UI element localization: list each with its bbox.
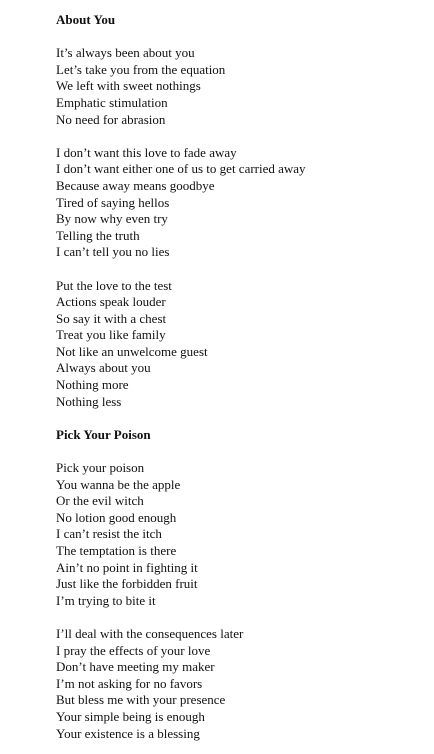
poem-line: Treat you like family xyxy=(56,327,166,343)
poem-title: Pick Your Poison xyxy=(56,426,151,442)
poem-line: Not like an unwelcome guest xyxy=(56,343,208,359)
poem-line: You wanna be the apple xyxy=(56,476,181,492)
stanza xyxy=(56,626,426,742)
poem-line: Because away means goodbye xyxy=(56,177,215,193)
poem-line: Nothing more xyxy=(56,377,129,393)
poem-line: Actions speak louder xyxy=(56,294,166,310)
poem-line: So say it with a chest xyxy=(56,310,167,326)
poem-line: By now why even try xyxy=(56,211,168,227)
stanza xyxy=(56,45,426,128)
poem-line: Your simple being is enough xyxy=(56,708,205,724)
poem-line: Pick your poison xyxy=(56,460,145,476)
poem-line: I don’t want either one of us to get carried away xyxy=(56,161,306,177)
poem-line: I’m trying to bite it xyxy=(56,592,156,608)
poem-line: We left with sweet nothings xyxy=(56,78,201,94)
poem-about-you xyxy=(56,12,426,427)
document-body xyxy=(56,12,426,742)
poem-line: No need for abrasion xyxy=(56,111,166,127)
poem-line: The temptation is there xyxy=(56,543,177,558)
poem-line: But bless me with your presence xyxy=(56,692,226,708)
poem-line: I can’t resist the itch xyxy=(56,526,162,542)
poem-line: Ain’t no point in fighting it xyxy=(56,559,198,575)
poem-line: I’m not asking for no favors xyxy=(56,675,203,691)
poem-line: Always about you xyxy=(56,360,151,376)
poem-line: I can’t tell you no lies xyxy=(56,244,170,260)
poem-line: Your existence is a blessing xyxy=(56,725,200,741)
poem-line: Just like the forbidden fruit xyxy=(56,576,198,592)
stanza xyxy=(56,145,426,261)
poem-line: Or the evil witch xyxy=(56,493,144,509)
poem-line: Tired of saying hellos xyxy=(56,194,170,210)
poem-title: About You xyxy=(56,12,116,27)
poem-line: It’s always been about you xyxy=(56,45,195,61)
poem-line: I pray the effects of your love xyxy=(56,642,211,658)
poem-line: I don’t want this love to fade away xyxy=(56,144,237,160)
poem-line: Nothing less xyxy=(56,393,122,409)
poem-line: Telling the truth xyxy=(56,227,140,243)
poem-line: Let’s take you from the equation xyxy=(56,61,226,77)
stanza xyxy=(56,460,426,609)
poem-line: No lotion good enough xyxy=(56,509,177,525)
poem-line: Don’t have meeting my maker xyxy=(56,659,215,675)
poem-pick-your-poison xyxy=(56,427,426,742)
poem-line: I’ll deal with the consequences later xyxy=(56,625,244,641)
poem-line: Emphatic stimulation xyxy=(56,94,168,110)
poem-line: Put the love to the test xyxy=(56,277,172,293)
stanza xyxy=(56,278,426,411)
